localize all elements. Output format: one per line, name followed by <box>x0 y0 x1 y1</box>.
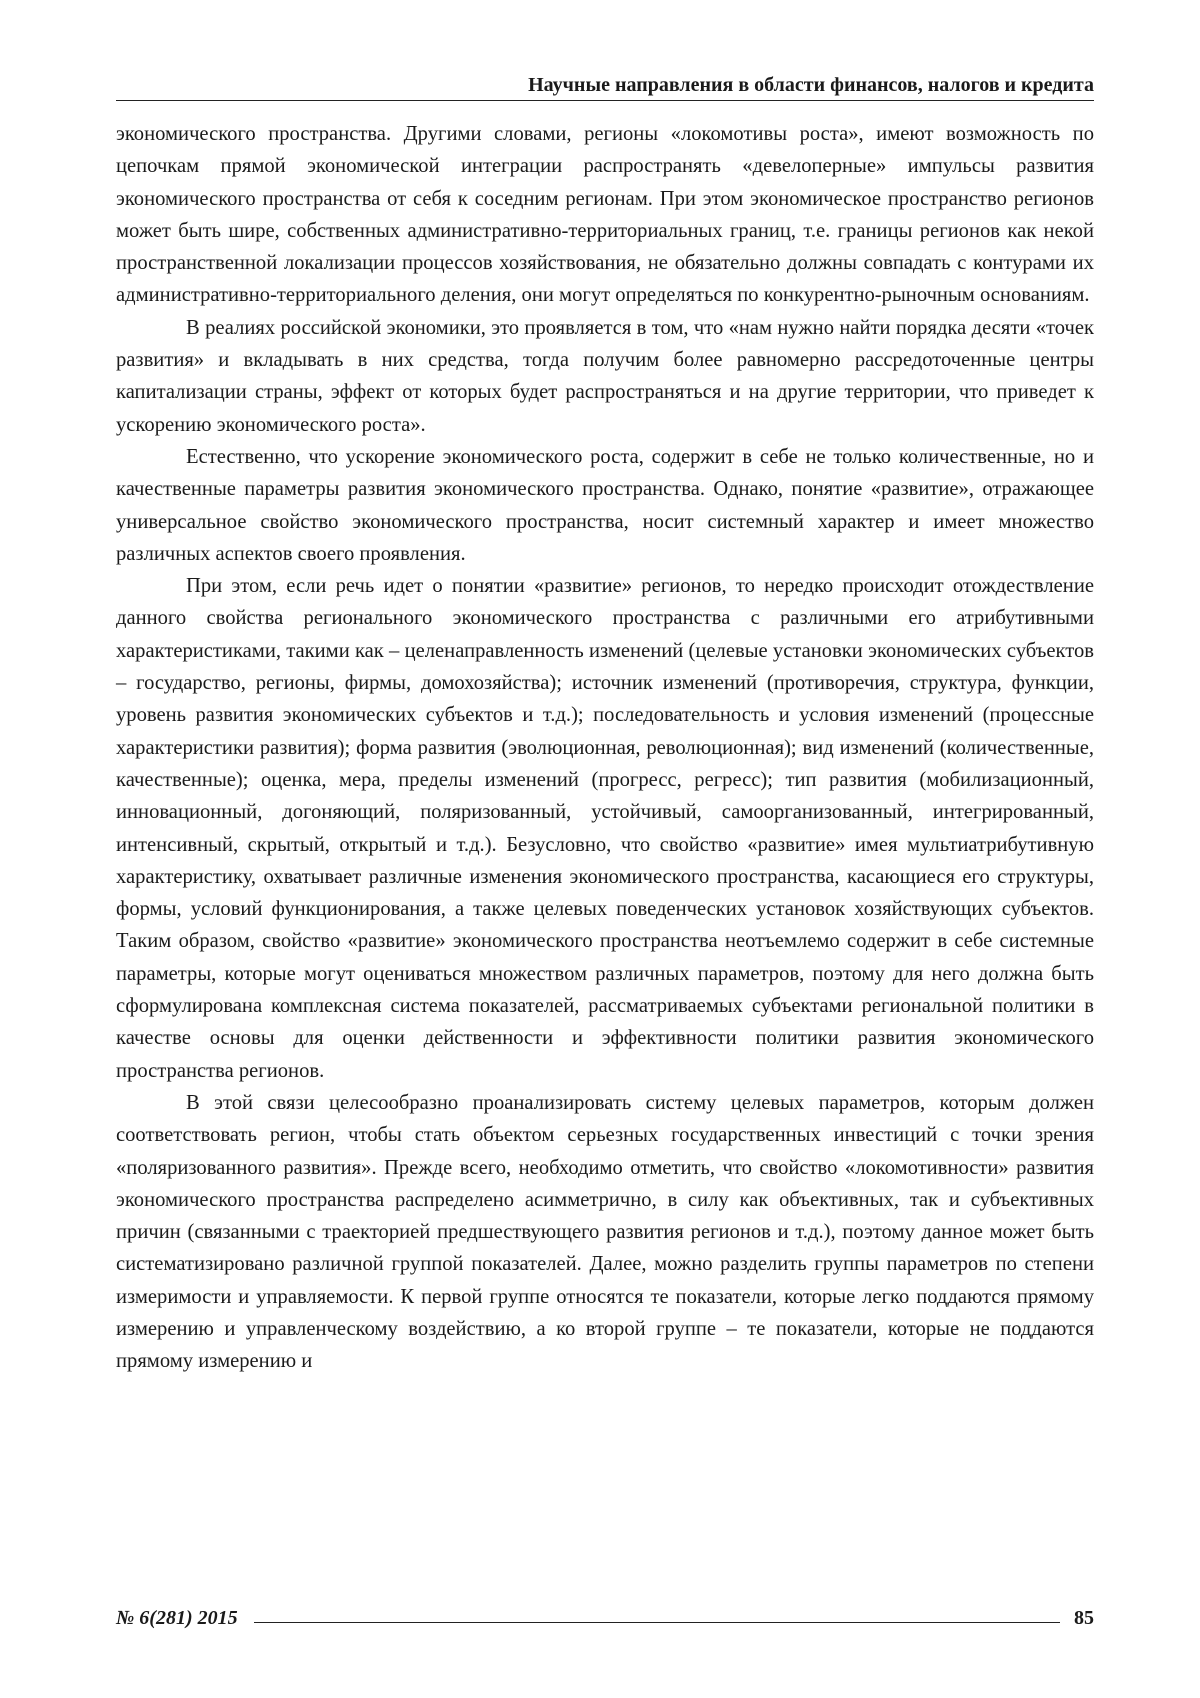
paragraph-3: Естественно, что ускорение экономического роста, содержит в себе не только количественные, но и качественные параметры развития экономического пространства. Однако, понятие «развитие», отражающее универсальное свойство экономического пространства, носит системный характер и имеет множество различных аспектов своего проявления. <box>116 441 1094 570</box>
paragraph-1: экономического пространства. Другими словами, регионы «локомотивы роста», имеют возможность по цепочкам прямой экономической интеграции распространять «девелоперные» импульсы развития экономического пространства от себя к соседним регионам. При этом экономическое пространство регионов может быть шире, собственных административно-территориальных границ, т.е. границы регионов как некой пространственной локализации процессов хозяйствования, не обязательно должны совпадать с контурами их административно-территориального деления, они могут определяться по конкурентно-рыночным основаниям. <box>116 118 1094 312</box>
footer-rule <box>254 1622 1060 1623</box>
page-footer <box>116 1602 1094 1630</box>
article-body <box>116 118 1094 1378</box>
running-header <box>116 72 1094 101</box>
page-number: 85 <box>1074 1607 1094 1630</box>
journal-section-title: Научные направления в области финансов, налогов и кредита <box>528 74 1094 96</box>
paragraph-5: В этой связи целесообразно проанализировать систему целевых параметров, которым должен соответствовать регион, чтобы стать объектом серьезных государственных инвестиций с точки зрения «поляризованного развития». Прежде всего, необходимо отметить, что свойство «локомотивности» развития экономического пространства распределено асимметрично, в силу как объективных, так и субъективных причин (связанными с траекторией предшествующего развития регионов и т.д.), поэтому данное может быть систематизировано различной группой показателей. Далее, можно разделить группы параметров по степени измеримости и управляемости. К первой группе относятся те показатели, которые легко поддаются прямому измерению и управленческому воздействию, а ко второй группе – те показатели, которые не поддаются прямому измерению и <box>116 1087 1094 1378</box>
issue-number: № 6(281) 2015 <box>116 1607 238 1630</box>
paragraph-4: При этом, если речь идет о понятии «развитие» регионов, то нередко происходит отождествление данного свойства регионального экономического пространства с различными его атрибутивными характеристиками, такими как – целенаправленность изменений (целевые установки экономических субъектов – государство, регионы, фирмы, домохозяйства); источник изменений (противоречия, структура, функции, уровень развития экономических субъектов и т.д.); последовательность и условия изменений (процессные характеристики развития); форма развития (эволюционная, революционная); вид изменений (количественные, качественные); оценка, мера, пределы изменений (прогресс, регресс); тип развития (мобилизационный, инновационный, догоняющий, поляризованный, устойчивый, самоорганизованный, интегрированный, интенсивный, скрытый, открытый и т.д.). Безусловно, что свойство «развитие» имея мультиатрибутивную характеристику, охватывает различные изменения экономического пространства, касающиеся его структуры, формы, условий функционирования, а также целевых поведенческих установок хозяйствующих субъектов. Таким образом, свойство «развитие» экономического пространства неотъемлемо содержит в себе системные параметры, которые могут оцениваться множеством различных параметров, поэтому для него должна быть сформулирована комплексная система показателей, рассматриваемых субъектами региональной политики в качестве основы для оценки действенности и эффективности политики развития экономического пространства регионов. <box>116 570 1094 1087</box>
paragraph-2: В реалиях российской экономики, это проявляется в том, что «нам нужно найти порядка десяти «точек развития» и вкладывать в них средства, тогда получим более равномерно рассредоточенные центры капитализации страны, эффект от которых будет распространяться и на другие территории, что приведет к ускорению экономического роста». <box>116 312 1094 441</box>
